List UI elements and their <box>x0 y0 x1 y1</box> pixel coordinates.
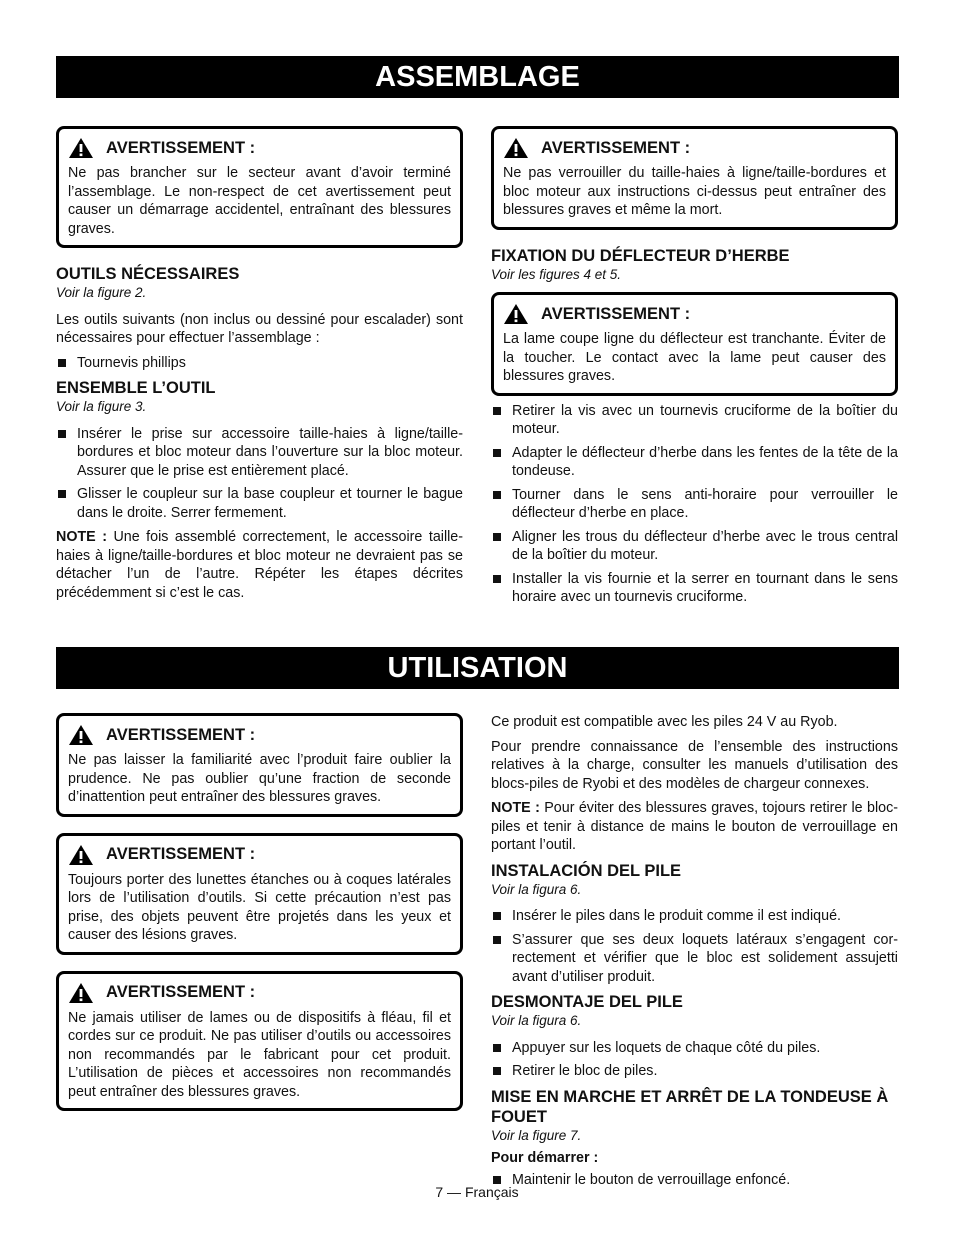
warning-title: AVERTISSEMENT : <box>106 138 256 157</box>
warning-triangle-icon <box>503 303 529 325</box>
assemblage-right-column <box>491 126 898 613</box>
list-item: Retirer le bloc de piles. <box>491 1062 898 1081</box>
warning-box <box>56 833 463 955</box>
assemblage-banner: ASSEMBLAGE <box>56 56 899 98</box>
warning-triangle-icon <box>68 982 94 1004</box>
figure-reference: Voir la figure 7. <box>491 1127 582 1143</box>
warning-text: Ne pas brancher sur le secteur avant d’avoir terminé l’assemblage. Le non-respect de cet avertissement peut causer un démarrage accidentel, entraînant des blessures graves. <box>68 165 451 237</box>
bullet-list <box>56 425 463 523</box>
list-item: Tournevis phillips <box>56 354 463 373</box>
warning-triangle-icon <box>68 724 94 746</box>
figure-reference: Voir la figure 2. <box>56 285 147 300</box>
warning-text: Toujours porter des lunettes étanches ou à coques latérales lors de l’utilisation d’outils. Si cette précaution n’est pas prise, des objets peuvent être projetés dans les yeux et causer des lésions graves. <box>68 871 451 943</box>
section-heading: DESMONTAJE DEL PILE <box>491 993 683 1011</box>
warning-title: AVERTISSEMENT : <box>106 983 256 1002</box>
figure-reference: Voir la figure 3. <box>56 399 147 414</box>
warning-box <box>56 713 463 817</box>
bullet-list <box>491 907 898 986</box>
list-item: Appuyer sur les loquets de chaque côté du piles. <box>491 1039 898 1058</box>
paragraph: Les outils suivants (non inclus ou dessiné pour escalader) sont nécessaires pour effectuer l’assemblage : <box>56 311 463 346</box>
note-text: Pour éviter des blessures graves, tojours retirer le bloc-piles et tenir à distance de mains le bouton de verrouillage en portant l’outil. <box>491 800 898 853</box>
warning-text: Ne pas laisser la familiarité avec l’produit faire oublier la prudence. Ne pas oublier qu’une fraction de seconde d’inattention peut entraîner des blessures graves. <box>68 752 451 805</box>
warning-text: La lame coupe ligne du déflecteur est tranchante. Éviter de la toucher. Le contact avec la lame peut causer des blessures graves. <box>503 331 886 384</box>
warning-box <box>491 292 898 396</box>
list-item: Installer la vis fournie et la serrer en tournant dans le sens horaire avec un tournevis cruciforme. <box>491 570 898 607</box>
warning-triangle-icon <box>503 137 529 159</box>
warning-triangle-icon <box>68 137 94 159</box>
warning-box <box>491 126 898 230</box>
warning-box <box>56 126 463 248</box>
note-label: NOTE : <box>491 800 540 816</box>
bullet-list <box>491 402 898 607</box>
assemblage-left-column <box>56 126 463 608</box>
list-item: Glisser le coupleur sur la base coupleur et tourner le bague dans le droite. Serrer fermement. <box>56 485 463 522</box>
utilisation-banner: UTILISATION <box>56 647 899 689</box>
list-item: Retirer la vis avec un tournevis cruciforme de la boîtier du moteur. <box>491 402 898 439</box>
section-heading: OUTILS NÉCESSAIRES <box>56 265 240 283</box>
list-item: Tourner dans le sens anti-horaire pour verrouiller le déflecteur d’herbe en place. <box>491 486 898 523</box>
note-text: Une fois assemblé correctement, le accessoire taille-haies à ligne/taille-bordures et bloc moteur ne devraient pas se détacher l’un de l’autre. Répéter les étapes décrites précédemment si c’est le cas. <box>56 529 464 601</box>
section-heading: FIXATION DU DÉFLECTEUR D’HERBE <box>491 246 790 265</box>
utilisation-right-column <box>491 713 898 1195</box>
list-item: Insérer le piles dans le produit comme il est indiqué. <box>491 907 898 926</box>
warning-text: Ne pas verrouiller du taille-haies à ligne/taille-bordures et bloc moteur aux instructions ci-dessus peut entraîner des blessures graves et même la mort. <box>503 165 886 218</box>
paragraph: Pour prendre connaissance de l’ensemble des instructions relatives à la charge, consulter les manuels d’utilisation des blocs-piles de Ryobi et des modèles de chargeur connexes. <box>491 738 898 792</box>
note-label: NOTE : <box>56 529 107 545</box>
note-paragraph <box>56 528 463 602</box>
figure-reference: Voir la figura 6. <box>491 1013 582 1028</box>
warning-box <box>56 971 463 1112</box>
list-item: Maintenir le bouton de verrouillage enfoncé. <box>491 1171 898 1190</box>
figure-reference: Voir la figura 6. <box>491 881 582 897</box>
bullet-list <box>491 1039 898 1081</box>
warning-text: Ne jamais utiliser de lames ou de dispositifs à fléau, fil et cordes sur ce produit. Ne pas utiliser d’outils ou accessoires non recommandés par le fabricant pour cet produit. L’utilisation de pièces et accessoires non recommandés peut entraîner des blessures graves. <box>68 1009 451 1100</box>
subheading: Pour démarrer : <box>491 1150 599 1166</box>
page-footer: 7 — Français <box>435 1184 519 1200</box>
figure-reference: Voir les figures 4 et 5. <box>491 266 622 282</box>
warning-title: AVERTISSEMENT : <box>541 138 691 157</box>
warning-title: AVERTISSEMENT : <box>106 725 256 744</box>
section-heading: INSTALACIÓN DEL PILE <box>491 861 682 880</box>
list-item: S’assurer que ses deux loquets latéraux s’engagent cor-rectement et vérifier que le bloc est solidement assujetti avant d’utiliser produit. <box>491 931 898 987</box>
list-item: Aligner les trous du déflecteur d’herbe avec le trous central de la boîtier du moteur. <box>491 528 898 565</box>
note-paragraph <box>491 799 898 855</box>
section-heading: MISE EN MARCHE ET ARRÊT DE LA TONDEUSE À FOUET <box>491 1087 889 1126</box>
paragraph: Ce produit est compatible avec les piles 24 V au Ryob. <box>491 714 838 730</box>
utilisation-left-column <box>56 713 463 1127</box>
warning-title: AVERTISSEMENT : <box>106 845 256 864</box>
warning-title: AVERTISSEMENT : <box>541 304 691 323</box>
list-item: Insérer le prise sur accessoire taille-haies à ligne/taille-bordures et bloc moteur dans l’ouverture sur la bloc moteur. Assurer que le prise est entièrement placé. <box>56 425 463 481</box>
bullet-list <box>56 354 463 373</box>
section-heading: ENSEMBLE L’OUTIL <box>56 379 216 397</box>
list-item: Adapter le déflecteur d’herbe dans les fentes de la tête de la tondeuse. <box>491 444 898 481</box>
warning-triangle-icon <box>68 844 94 866</box>
